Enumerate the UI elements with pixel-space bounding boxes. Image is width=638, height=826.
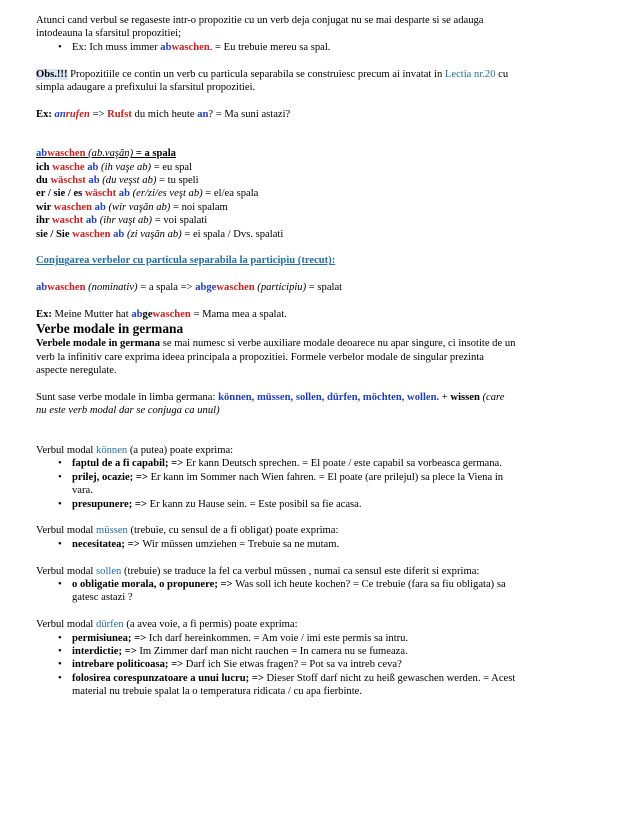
intro-line-2: intodeauna la sfarsitul propozitiei; (36, 28, 182, 40)
modal-usage-list (36, 632, 602, 699)
modal-usage-list (36, 578, 602, 605)
modal-usage-list (36, 538, 602, 551)
list-item (72, 632, 602, 645)
particle: ab (85, 175, 100, 187)
arrow: => (122, 645, 140, 657)
arrow: => (249, 672, 267, 684)
pronoun: er / sie / es (36, 188, 85, 200)
usage-example: Was soll ich heute kochen? = Ce trebuie (fara sa fiu obligata) sa (235, 578, 506, 590)
modal-list-note: nu este verb modal dar se conjuga ca unul) (36, 405, 220, 417)
usage-example: Darf ich Sie etwas fragen? = Pot sa va intreb ceva? (185, 659, 402, 671)
particle: ab (84, 161, 99, 173)
usage-example: Er kann im Sommer nach Wien fahren. = El poate (are prilejul) sa plece la Viena in (150, 471, 504, 483)
meaning: = eu spal (151, 161, 193, 173)
obs-label: Obs.!!! (36, 68, 68, 80)
usage-label: presupunere; (72, 498, 133, 510)
modal-section-title: Verbe modale in germana (36, 321, 184, 337)
conjugation-row (36, 161, 602, 174)
participle-example: Ex: Meine Mutter hat abgewaschen = Mama mea a spalat. (36, 309, 287, 321)
conjugation-table (36, 161, 602, 241)
usage-label: faptul de a fi capabil; (72, 458, 169, 470)
particle: ab (116, 188, 130, 200)
usage-example: Wir müssen umziehen = Trebuie sa ne mutam. (142, 538, 340, 550)
usage-example: Im Zimmer darf man nicht rauchen = In camera nu se fumeaza. (139, 645, 408, 657)
intro-list (36, 41, 602, 54)
usage-label: permisiunea; (72, 632, 132, 644)
particle: ab (83, 215, 98, 227)
pronoun: ich (36, 161, 53, 173)
conjugation-row (36, 228, 602, 241)
pronunciation: (ih vaşe ab) (98, 161, 152, 173)
meaning: = noi spalam (170, 201, 228, 213)
pronunciation: (er/zi/es veşt ab) (129, 188, 203, 200)
arrow: => (168, 458, 186, 470)
list-item (72, 645, 602, 658)
usage-example: Dieser Stoff darf nicht zu heiß gewaschen werden. = Acest (266, 672, 516, 684)
conjugation-row (36, 174, 602, 187)
conjugation-row (36, 214, 602, 227)
usage-label: o obligatie morala, o propunere (72, 578, 215, 590)
list-item (72, 658, 602, 671)
usage-example-cont: material nu trebuie spalat la o temperatura ridicata / cu apa fierbinte. (72, 686, 363, 698)
section-duerfen (36, 618, 602, 698)
pronunciation: (wir vaşăn ab) (105, 201, 171, 213)
usage-label: prilej, ocazie; (72, 471, 134, 483)
list-item (72, 471, 602, 498)
meaning: = el/ea spala (202, 188, 259, 200)
modal-verb: sollen (96, 565, 122, 577)
arrow: => (133, 471, 151, 483)
modal-intro-line-3: aspecte neregulate. (36, 365, 117, 377)
arrow: => (132, 498, 150, 510)
intro-line-1: Atunci cand verbul se regaseste intr-o propozitie cu un verb deja conjugat nu se mai desparte si se adauga (36, 15, 484, 26)
modal-intro: Verbele modale in germana se mai numesc si verbe auxiliare modale deoarece nu apar singure, ci insotite de un (36, 338, 516, 350)
list-item (72, 672, 602, 699)
pronoun: sie / Sie (36, 228, 73, 240)
modal-verb-heading: Verbul modal müssen (trebuie, cu sensul de a fi obligat) poate exprima: (36, 525, 339, 537)
usage-label: intrebare politicoasa; (72, 659, 169, 671)
pronoun: ihr (36, 215, 52, 227)
participle-title: Conjugarea verbelor cu particula separabila la participiu (trecut): (36, 255, 336, 267)
list-item (72, 498, 602, 511)
modal-verb: dürfen (96, 619, 124, 631)
verb-form: wasche (52, 161, 85, 173)
modal-verb-heading: Verbul modal können (a putea) poate exprima: (36, 444, 234, 456)
usage-label: interdictie; (72, 645, 123, 657)
pronunciation: (ihr vaşt ab) (97, 215, 153, 227)
pronoun: wir (36, 201, 54, 213)
list-item (72, 457, 602, 470)
lesson-link[interactable]: Lectia nr.20 (444, 68, 496, 80)
usage-example-cont: vara. (72, 485, 93, 497)
list-item (72, 538, 602, 551)
modal-verb: müssen (96, 525, 128, 537)
verb-stem: waschen (171, 41, 210, 53)
pronoun: du (36, 175, 51, 187)
arrow: => (168, 659, 186, 671)
conjugation-heading: abwaschen (ab.vaşăn) = a spala (36, 148, 176, 160)
modal-verb-heading: Verbul modal dürfen (a avea voie, a fi permis) poate exprima: (36, 619, 298, 631)
obs-line-2: simpla adaugare a prefixului la sfarsitul propozitiei. (36, 82, 256, 94)
usage-example-cont: gatesc astazi ? (72, 592, 133, 604)
modal-verb-heading: Verbul modal sollen (trebuie) se traduce la fel ca verbul müssen , numai ca sensul este diferit si exprima: (36, 565, 480, 577)
modal-usage-list (36, 457, 602, 511)
pronunciation: (zi vaşăn ab) (124, 228, 182, 240)
verb-form: wäschst (50, 175, 86, 187)
usage-example: Ich darf hereinkommen. = Am voie / imi este permis sa intru. (148, 632, 409, 644)
verb-form: wascht (52, 215, 84, 227)
arrow: => (124, 538, 143, 550)
modal-list: Sunt sase verbe modale in limba germana: können, müssen, sollen, dürfen, möchten, wollen. + wissen (care (36, 392, 505, 404)
modal-verb: können (96, 444, 128, 456)
particle: ab (92, 201, 106, 213)
usage-example: Er kann zu Hause sein. = Este posibil sa fie acasa. (149, 498, 362, 510)
meaning: = tu speli (156, 175, 199, 187)
obs-paragraph: Obs.!!! Propozitiile ce contin un verb cu particula separabila se construiesc precum ai invatat in Lectia nr.20 cu (36, 68, 509, 80)
conjugation-row (36, 201, 602, 214)
particle-ab: ab (160, 41, 172, 53)
section-sollen (36, 565, 602, 605)
verb-form: wäscht (84, 188, 117, 200)
list-item (72, 578, 602, 605)
arrow: => (131, 632, 149, 644)
modal-intro-line-2: verb la infinitiv care exprima ideea principala a propozitiei. Formele verbelor modale de singular prezinta (36, 351, 484, 363)
arrow: ; => (214, 578, 236, 590)
conjugation-row (36, 187, 602, 200)
pronunciation: (du veşst ab) (99, 175, 157, 187)
example-line: Ex: anrufen => Rufst du mich heute an? = Ma suni astazi? (36, 108, 291, 120)
intro-example: • Ex: Ich muss immer abwaschen. = Eu trebuie mereu sa spal. (72, 41, 602, 54)
usage-label: necesitatea; (72, 538, 125, 550)
usage-example: Er kann Deutsch sprechen. = El poate / este capabil sa vorbeasca germana. (185, 458, 502, 470)
section-muessen (36, 524, 602, 551)
particle: ab (110, 228, 125, 240)
participle-line: abwaschen (nominativ) = a spala => abgewaschen (participiu) = spalat (36, 282, 343, 294)
verb-form: waschen (53, 201, 93, 213)
meaning: = voi spalati (152, 215, 208, 227)
usage-label: folosirea corespunzatoare a unui lucru; (72, 672, 250, 684)
modal-verbs: können, müssen, sollen, dürfen, möchten, wollen. (218, 392, 440, 404)
section-koennen (36, 444, 602, 511)
verb-form: waschen (72, 228, 111, 240)
meaning: = ei spala / Dvs. spalati (181, 228, 284, 240)
